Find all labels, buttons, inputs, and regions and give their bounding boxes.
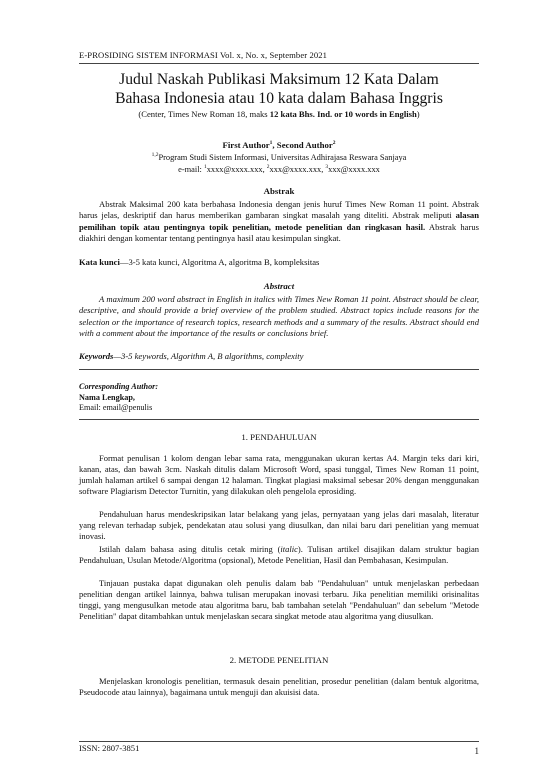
pendahuluan-p3-italic: italic <box>280 544 298 554</box>
issn: ISSN: 2807-3851 <box>79 743 140 753</box>
pendahuluan-p4: Tinjauan pustaka dapat digunakan oleh penulis dalam bab "Pendahuluan" untuk menjelaskan perbedaan penelitian dengan artikel lainnya, bahwa tulisan merupakan inovasi terbaru. Jika penelitian memiliki orisinalitas tinggi, yang mengusulkan metode atau algoritma baru, bab tambahan setelah "Pendahuluan" dan sebelum "Metode Penelitian" dapat ditambahkan untuk menjelaskan secara singkat metode atau algoritma yang diusulkan. <box>79 578 479 622</box>
header-rule <box>79 63 479 64</box>
email-2: xxx@xxxx.xxx, <box>269 165 326 174</box>
author-separator: , <box>272 140 277 150</box>
abstrak-text <box>79 199 479 244</box>
pendahuluan-p3-a: Istilah dalam bahasa asing ditulis cetak miring ( <box>99 544 281 554</box>
title-line-1: Judul Naskah Publikasi Maksimum 12 Kata Dalam <box>119 71 439 88</box>
paper-title <box>79 71 479 108</box>
abstrak-text-bold: alasan pemilihan topik atau pentingnya topik penelitian, metode penelitian dan ringkasan hasil. <box>79 210 479 232</box>
corr-heading: Corresponding Author: <box>79 382 159 391</box>
pendahuluan-p3-b: ). Tulisan artikel disajikan dalam struktur bagian Pendahuluan, Usulan Metode/Algoritma (opsional), Metode Penelitian, Hasil dan Pembahasan, Kesimpulan. <box>79 544 480 566</box>
pendahuluan-p3 <box>79 544 479 566</box>
section-heading-metode: 2. METODE PENELITIAN <box>229 655 329 665</box>
abstract-keywords-label: Keywords <box>79 351 114 361</box>
pendahuluan-p1: Format penulisan 1 kolom dengan lebar sama rata, menggunakan ukuran kertas A4. Margin teks dari kiri, kanan, atas, dan bawah 3cm. Naskah ditulis dalam Microsoft Word, spasi tunggal, Times New Roman 11 point, jumlah halaman artikel 6 sampai dengan 12 halaman. Tingkat plagiasi maksimal sebesar 20% dengan menggunakan software Plagiarism Detector Turnitin, yang dilakukan oleh pengelola eprosiding. <box>79 453 479 497</box>
first-author-sup: 1 <box>269 140 273 147</box>
kata-kunci-text: —3-5 kata kunci, Algoritma A, algoritma B, kompleksitas <box>119 257 320 267</box>
page-number: 1 <box>474 746 479 756</box>
metode-p1: Menjelaskan kronologis penelitian, termasuk desain penelitian, prosedur penelitian (dalam bentuk algoritma, Pseudocode atau lainnya), bagaimana untuk menguji dan akuisisi data. <box>79 676 479 698</box>
corresponding-author <box>79 382 158 414</box>
pendahuluan-p2: Pendahuluan harus mendeskripsikan latar belakang yang jelas, pernyataan yang jelas dari masalah, literatur yang relevan terhadap subjek, pendekatan atau solusi yang diusulkan, dan nilai baru dari penelitian yang memuat inovasi. <box>79 509 479 542</box>
corr-bottom-rule <box>79 419 479 420</box>
email2-sup: 2 <box>266 164 270 171</box>
affiliation-sup: 1,2 <box>151 152 159 159</box>
section-heading-pendahuluan: 1. PENDAHULUAN <box>241 432 317 442</box>
abstract-text: A maximum 200 word abstract in English in italics with Times New Roman 11 point. Abstract should be clear, descriptive, and should provide a brief overview of the problem studied. Abstract topics include reasons for the selection or the importance of research topics, research methods and a summary of the results. Abstract should end with a comment about the importance of the results or conclusions brief. <box>79 294 479 338</box>
corr-top-rule <box>79 369 479 370</box>
abstrak-heading: Abstrak <box>263 186 295 196</box>
abstrak-text-1: Abstrak Maksimal 200 kata berbahasa Indonesia dengan jenis huruf Times New Roman 11 point. Abstrak harus jelas, deskriptif dan harus memberikan gambaran singkat masalah yang diteliti. Abstrak meliputi <box>79 199 479 221</box>
affiliation <box>79 153 479 162</box>
corr-name: Nama Lengkap, <box>79 392 135 402</box>
abstract-keywords <box>79 351 479 361</box>
abstract-heading: Abstract <box>263 281 295 291</box>
title-note-bold: 12 kata Bhs. Ind. or 10 words in English <box>269 109 417 119</box>
second-author: Second Author <box>276 140 333 150</box>
corr-email: Email: email@penulis <box>79 403 153 413</box>
email1-sup: 1 <box>203 164 207 171</box>
title-line-2: Bahasa Indonesia atau 10 kata dalam Bahasa Inggris <box>115 89 443 107</box>
first-author: First Author <box>222 140 270 150</box>
email3-sup: 3 <box>325 164 329 171</box>
email-1: xxxx@xxxx.xxx, <box>206 165 267 174</box>
title-note-end: ) <box>416 109 420 119</box>
document-page <box>79 0 479 777</box>
footer-rule <box>79 741 479 742</box>
email-3: xxx@xxxx.xxx <box>328 165 380 174</box>
email-label: e-mail: <box>178 165 204 174</box>
title-note <box>79 109 479 119</box>
title-note-plain: (Center, Times New Roman 18, maks <box>138 109 270 119</box>
author-emails <box>79 165 479 174</box>
author-list <box>79 140 479 150</box>
kata-kunci <box>79 257 479 267</box>
journal-header: E-PROSIDING SISTEM INFORMASI Vol. x, No. x, September 2021 <box>79 50 328 60</box>
affiliation-text: Program Studi Sistem Informasi, Universitas Adhirajasa Reswara Sanjaya <box>158 153 407 162</box>
abstrak-text-2: Abstrak harus diakhiri dengan komentar tentang pentingnya hasil atau kesimpulan singkat. <box>79 221 479 243</box>
abstract-keywords-text: —3-5 keywords, Algorithm A, B algorithms, complexity <box>113 351 304 361</box>
second-author-sup: 2 <box>332 140 336 147</box>
kata-kunci-label: Kata kunci <box>79 257 120 267</box>
